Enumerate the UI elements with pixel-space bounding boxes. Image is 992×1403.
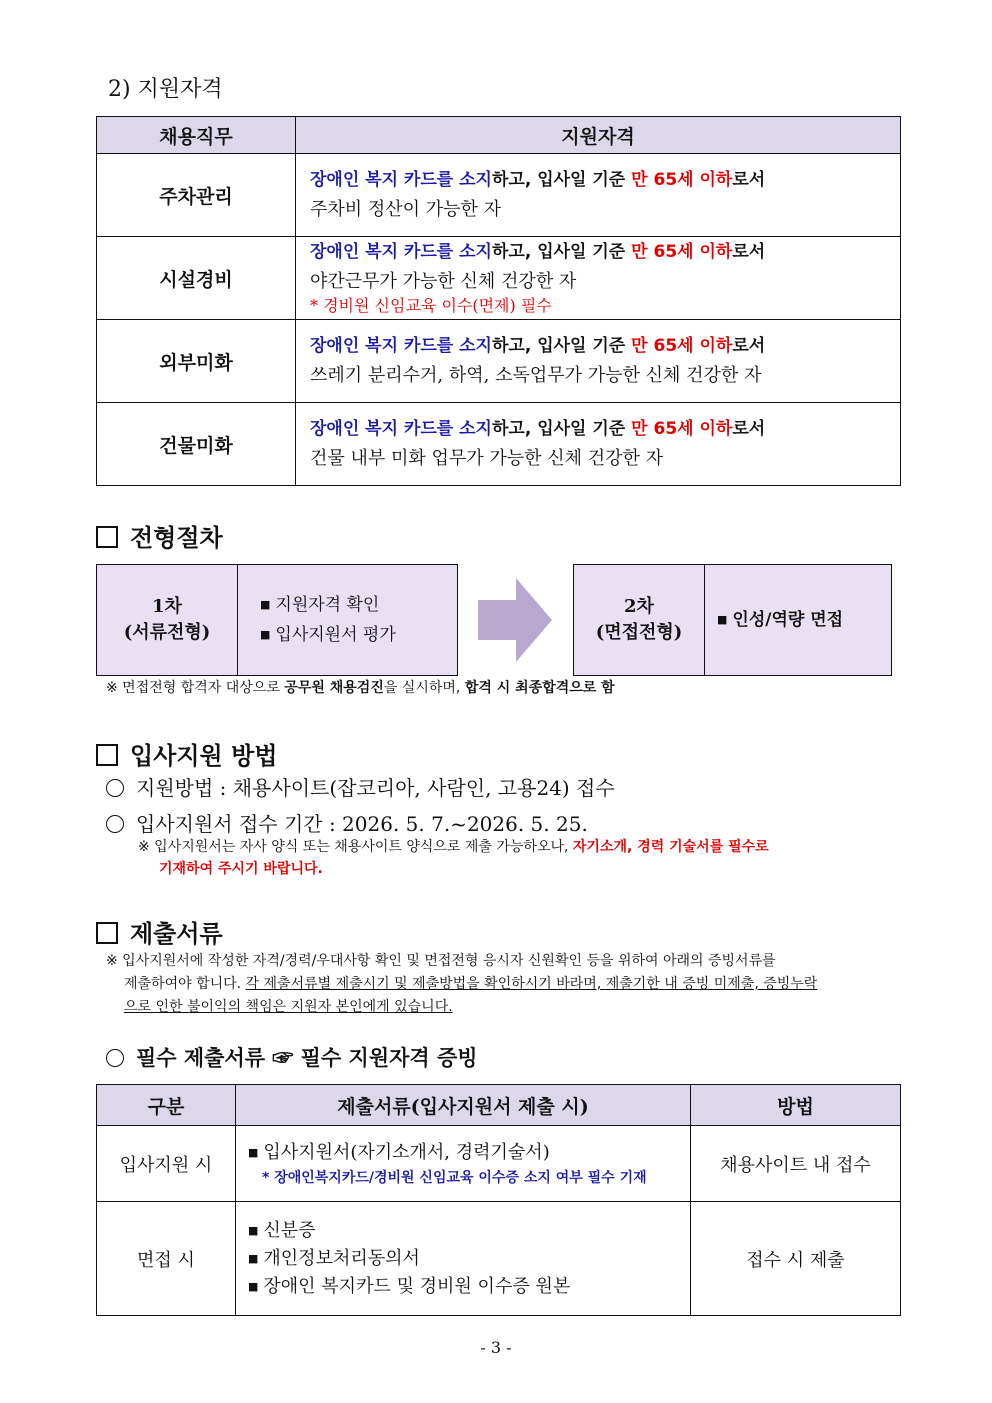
process-heading: 전형절차 <box>96 518 223 553</box>
list-item: ■ 입사지원서(자기소개서, 경력기술서) <box>248 1139 678 1167</box>
stage-1-items <box>238 565 396 675</box>
list-item: ■ 신분증 <box>248 1217 678 1245</box>
qualification-detail: 장애인 복지 카드를 소지하고, 입사일 기준 만 65세 이하로서 주차비 정산이 가능한 자 <box>296 154 901 237</box>
apply-note: ※ 입사지원서는 자사 양식 또는 채용사이트 양식으로 제출 가능하오나, 자기소개, 경력 기술서를 필수로 기재하여 주시기 바랍니다. <box>138 839 769 877</box>
table-row <box>97 1202 901 1316</box>
doc-method: 채용사이트 내 접수 <box>691 1126 901 1202</box>
list-item: ■ 지원자격 확인 <box>260 590 396 620</box>
stage-2-label: 2차 (면접전형) <box>574 565 705 675</box>
header-method: 방법 <box>691 1085 901 1126</box>
guard-training-note: * 경비원 신임교육 이수(면제) 필수 <box>310 296 552 315</box>
checkbox-square-icon <box>96 526 118 548</box>
documents-heading: 제출서류 <box>96 914 223 949</box>
stage-1-label: 1차 (서류전형) <box>97 565 238 675</box>
doc-method: 접수 시 제출 <box>691 1202 901 1316</box>
doc-type: 입사지원 시 <box>97 1126 236 1202</box>
list-item: ■ 인성/역량 면접 <box>717 605 843 635</box>
checkbox-square-icon <box>96 922 118 944</box>
checkbox-square-icon <box>96 744 118 766</box>
qualification-detail: 장애인 복지 카드를 소지하고, 입사일 기준 만 65세 이하로서 건물 내부 미화 업무가 가능한 신체 건강한 자 <box>296 403 901 486</box>
page-number: - 3 - <box>480 1338 512 1357</box>
qualification-heading: 2) 지원자격 <box>108 77 223 102</box>
job-title: 주차관리 <box>97 154 296 237</box>
table-row <box>97 403 901 486</box>
qualification-table <box>96 116 901 486</box>
table-row <box>97 237 901 320</box>
list-item: ■ 개인정보처리동의서 <box>248 1245 678 1273</box>
arrow-right-icon <box>478 578 552 662</box>
stage-1-box <box>96 564 458 676</box>
header-job: 채용직무 <box>97 117 296 154</box>
stage-2-items <box>705 565 843 675</box>
job-title: 건물미화 <box>97 403 296 486</box>
header-type: 구분 <box>97 1085 236 1126</box>
documents-note: ※ 입사지원서에 작성한 자격/경력/우대사항 확인 및 면접전형 응시자 신원확인 등을 위하여 아래의 증빙서류를 제출하여야 합니다. 각 제출서류별 제출시기 및 제출방법을 확인하시기 바라며, 제출기한 내 증빙 미제출, 증빙누락 으로 인한 불이익의 책임은 지원자 본인에게 있습니다. <box>106 953 818 1015</box>
table-row <box>97 320 901 403</box>
table-row <box>97 154 901 237</box>
documents-table <box>96 1084 901 1316</box>
qualification-detail: 장애인 복지 카드를 소지하고, 입사일 기준 만 65세 이하로서 쓰레기 분리수거, 하역, 소독업무가 가능한 신체 건강한 자 <box>296 320 901 403</box>
doc-type: 면접 시 <box>97 1202 236 1316</box>
apply-method: 지원방법 : 채용사이트(잡코리아, 사람인, 고용24) 접수 <box>106 772 615 801</box>
doc-subnote: * 장애인복지카드/경비원 신임교육 이수증 소지 여부 필수 기재 <box>262 1169 647 1186</box>
qualification-detail: 장애인 복지 카드를 소지하고, 입사일 기준 만 65세 이하로서 야간근무가 가능한 신체 건강한 자 * 경비원 신임교육 이수(면제) 필수 <box>296 237 901 320</box>
documents-subheading: 필수 제출서류 ☞ 필수 지원자격 증빙 <box>106 1042 478 1072</box>
job-title: 외부미화 <box>97 320 296 403</box>
apply-period: 입사지원서 접수 기간 : 2026. 5. 7.~2026. 5. 25. <box>106 808 588 837</box>
doc-list <box>236 1126 691 1202</box>
apply-heading: 입사지원 방법 <box>96 736 277 771</box>
process-note: ※ 면접전형 합격자 대상으로 공무원 채용검진을 실시하며, 합격 시 최종합격으로 함 <box>106 680 615 696</box>
stage-2-box <box>573 564 892 676</box>
table-header-row <box>97 117 901 154</box>
circle-bullet-icon <box>106 1049 124 1067</box>
table-header-row <box>97 1085 901 1126</box>
doc-list <box>236 1202 691 1316</box>
header-docs: 제출서류(입사지원서 제출 시) <box>236 1085 691 1126</box>
job-title: 시설경비 <box>97 237 296 320</box>
list-item: ■ 장애인 복지카드 및 경비원 이수증 원본 <box>248 1273 678 1301</box>
table-row <box>97 1126 901 1202</box>
list-item: ■ 입사지원서 평가 <box>260 620 396 650</box>
circle-bullet-icon <box>106 779 124 797</box>
header-qualification: 지원자격 <box>296 117 901 154</box>
circle-bullet-icon <box>106 815 124 833</box>
